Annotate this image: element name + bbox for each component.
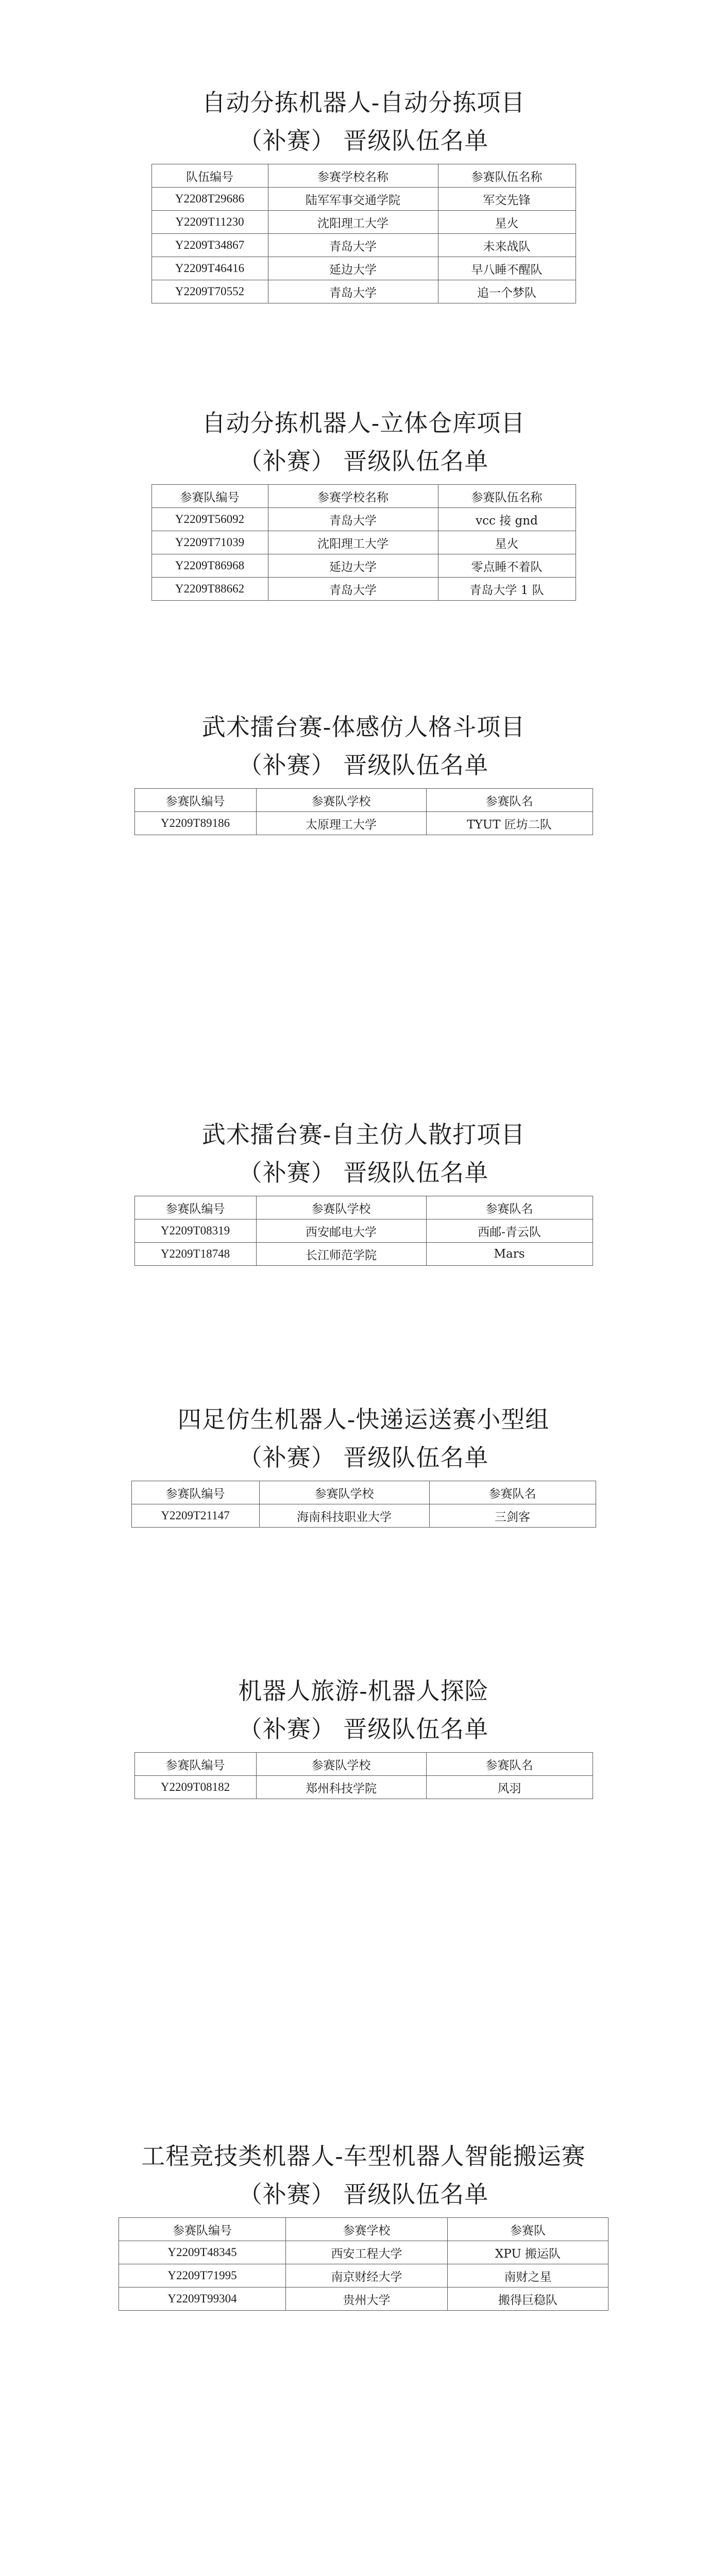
column-header: 参赛队编号 (134, 1753, 256, 1776)
column-header: 参赛队伍名称 (438, 164, 576, 188)
table-header-row (134, 1753, 593, 1776)
team-name-cell: 三剑客 (429, 1504, 596, 1528)
column-header: 参赛队学校 (256, 1196, 426, 1219)
section-auto-sort (0, 83, 727, 303)
school-cell: 贵州大学 (286, 2287, 448, 2311)
table-row (131, 1504, 596, 1528)
school-cell: 长江师范学院 (256, 1243, 426, 1266)
section-robot-adventure (0, 1672, 727, 1799)
school-cell: 太原理工大学 (256, 812, 426, 835)
team-id-cell: Y2209T88662 (151, 578, 268, 601)
school-cell: 西安邮电大学 (256, 1219, 426, 1243)
table-row (151, 211, 576, 234)
team-id-cell: Y2209T08319 (134, 1219, 256, 1243)
school-cell: 青岛大学 (268, 508, 438, 531)
table-row (151, 234, 576, 257)
section-autonomous-sanda (0, 1115, 727, 1266)
section-quadruped-delivery (0, 1400, 727, 1528)
section-subtitle: （补赛） 晋级队伍名单 (238, 127, 489, 155)
team-id-cell: Y2209T89186 (134, 812, 256, 835)
school-cell: 陆军军事交通学院 (268, 188, 438, 211)
table-row (151, 531, 576, 554)
column-header: 参赛队名 (426, 1196, 593, 1219)
column-header: 参赛队学校 (256, 789, 426, 812)
column-header: 参赛队名 (426, 1753, 593, 1776)
team-name-cell: 南财之星 (448, 2264, 608, 2287)
section-title: 四足仿生机器人-快递运送赛小型组 (177, 1405, 550, 1433)
section-title: 自动分拣机器人-立体仓库项目 (201, 409, 526, 437)
school-cell: 延边大学 (268, 257, 438, 280)
team-name-cell: vcc 接 gnd (438, 508, 576, 531)
team-name-cell: 星火 (438, 211, 576, 234)
table-header-row (134, 1196, 593, 1219)
roster-table (134, 1752, 593, 1799)
column-header: 参赛队编号 (119, 2218, 286, 2241)
section-stereo-warehouse (0, 404, 727, 601)
roster-table (119, 2217, 608, 2311)
school-cell: 沈阳理工大学 (268, 531, 438, 554)
team-name-cell: Mars (426, 1243, 593, 1266)
team-name-cell: 零点睡不着队 (438, 554, 576, 578)
column-header: 参赛队伍名称 (438, 485, 576, 508)
school-cell: 沈阳理工大学 (268, 211, 438, 234)
table-row (151, 508, 576, 531)
table-row (134, 1243, 593, 1266)
section-subtitle: （补赛） 晋级队伍名单 (238, 751, 489, 779)
team-id-cell: Y2209T71995 (119, 2264, 286, 2287)
team-id-cell: Y2209T46416 (151, 257, 268, 280)
table-row (151, 257, 576, 280)
team-id-cell: Y2209T71039 (151, 531, 268, 554)
table-row (151, 554, 576, 578)
column-header: 队伍编号 (151, 164, 268, 188)
section-subtitle: （补赛） 晋级队伍名单 (238, 2180, 489, 2208)
column-header: 参赛学校 (286, 2218, 448, 2241)
team-name-cell: XPU 搬运队 (448, 2241, 608, 2264)
table-row (134, 1776, 593, 1799)
roster-table (151, 164, 576, 303)
team-id-cell: Y2209T56092 (151, 508, 268, 531)
school-cell: 青岛大学 (268, 234, 438, 257)
team-id-cell: Y2209T86968 (151, 554, 268, 578)
column-header: 参赛学校名称 (268, 485, 438, 508)
school-cell: 郑州科技学院 (256, 1776, 426, 1799)
table-header-row (131, 1481, 596, 1504)
team-name-cell: 早八睡不醒队 (438, 257, 576, 280)
team-name-cell: 追一个梦队 (438, 280, 576, 303)
table-header-row (134, 789, 593, 812)
table-header-row (151, 485, 576, 508)
section-motion-fighting (0, 708, 727, 835)
table-row (151, 280, 576, 303)
section-vehicle-handling (0, 2137, 727, 2311)
column-header: 参赛队编号 (134, 1196, 256, 1219)
table-row (151, 578, 576, 601)
column-header: 参赛队学校 (259, 1481, 429, 1504)
school-cell: 南京财经大学 (286, 2264, 448, 2287)
team-id-cell: Y2208T29686 (151, 188, 268, 211)
team-id-cell: Y2209T18748 (134, 1243, 256, 1266)
section-subtitle: （补赛） 晋级队伍名单 (238, 1715, 489, 1743)
team-id-cell: Y2209T11230 (151, 211, 268, 234)
column-header: 参赛队名 (429, 1481, 596, 1504)
column-header: 参赛队编号 (134, 789, 256, 812)
section-title: 武术擂台赛-体感仿人格斗项目 (201, 713, 526, 741)
section-title: 自动分拣机器人-自动分拣项目 (201, 89, 526, 116)
table-row (119, 2241, 608, 2264)
team-name-cell: 未来战队 (438, 234, 576, 257)
school-cell: 青岛大学 (268, 280, 438, 303)
table-header-row (119, 2218, 608, 2241)
team-name-cell: 军交先锋 (438, 188, 576, 211)
column-header: 参赛队名 (426, 789, 593, 812)
school-cell: 西安工程大学 (286, 2241, 448, 2264)
table-header-row (151, 164, 576, 188)
team-name-cell: 星火 (438, 531, 576, 554)
team-name-cell: TYUT 匠坊二队 (426, 812, 593, 835)
school-cell: 海南科技职业大学 (259, 1504, 429, 1528)
roster-table (151, 484, 576, 601)
table-row (134, 1219, 593, 1243)
team-name-cell: 西邮-青云队 (426, 1219, 593, 1243)
table-row (119, 2264, 608, 2287)
team-id-cell: Y2209T70552 (151, 280, 268, 303)
team-id-cell: Y2209T21147 (131, 1504, 259, 1528)
team-name-cell: 青岛大学 1 队 (438, 578, 576, 601)
roster-table (134, 1196, 593, 1266)
column-header: 参赛队编号 (151, 485, 268, 508)
column-header: 参赛队学校 (256, 1753, 426, 1776)
roster-table (131, 1481, 596, 1528)
section-title: 机器人旅游-机器人探险 (238, 1677, 489, 1705)
team-id-cell: Y2209T99304 (119, 2287, 286, 2311)
team-name-cell: 搬得巨稳队 (448, 2287, 608, 2311)
section-subtitle: （补赛） 晋级队伍名单 (238, 1159, 489, 1187)
team-name-cell: 风羽 (426, 1776, 593, 1799)
column-header: 参赛队编号 (131, 1481, 259, 1504)
table-row (119, 2287, 608, 2311)
school-cell: 延边大学 (268, 554, 438, 578)
team-id-cell: Y2209T08182 (134, 1776, 256, 1799)
section-title: 武术擂台赛-自主仿人散打项目 (201, 1121, 526, 1148)
section-title: 工程竞技类机器人-车型机器人智能搬运赛 (141, 2142, 586, 2170)
team-id-cell: Y2209T48345 (119, 2241, 286, 2264)
section-subtitle: （补赛） 晋级队伍名单 (238, 1444, 489, 1471)
table-row (134, 812, 593, 835)
column-header: 参赛学校名称 (268, 164, 438, 188)
column-header: 参赛队 (448, 2218, 608, 2241)
team-id-cell: Y2209T34867 (151, 234, 268, 257)
table-row (151, 188, 576, 211)
section-subtitle: （补赛） 晋级队伍名单 (238, 447, 489, 475)
school-cell: 青岛大学 (268, 578, 438, 601)
roster-table (134, 788, 593, 835)
